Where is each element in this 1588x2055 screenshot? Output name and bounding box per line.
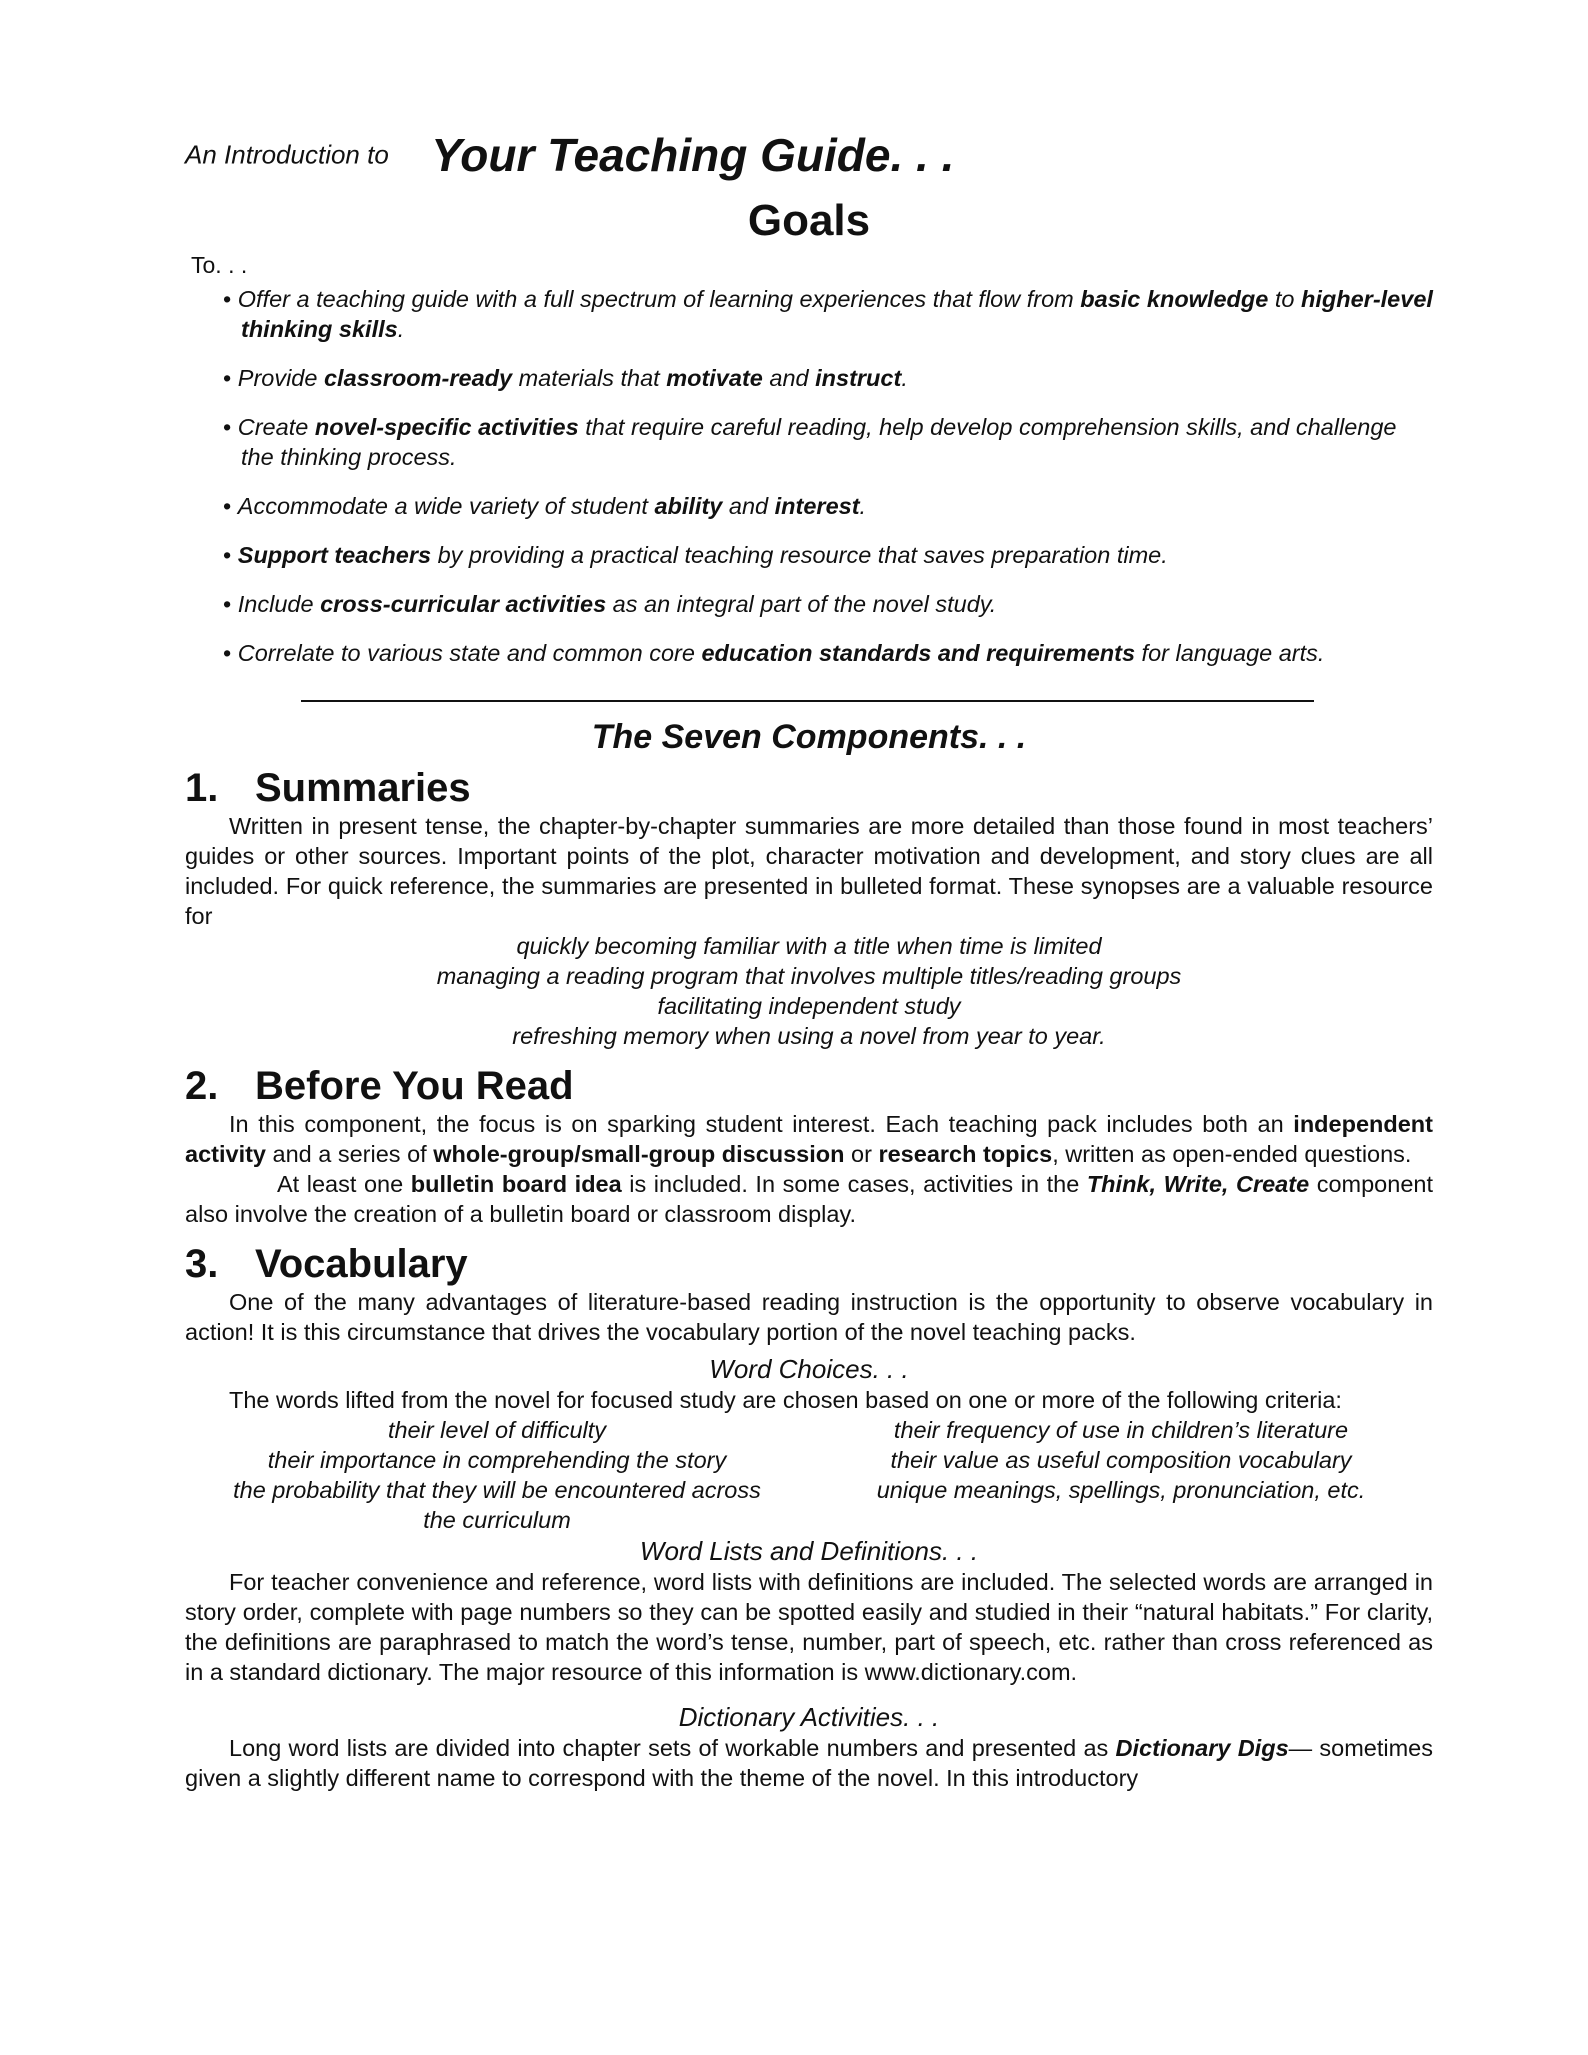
section-title: Summaries [255, 766, 471, 810]
section-title: Vocabulary [255, 1242, 468, 1286]
criterion: their value as useful composition vocabulary [890, 1447, 1352, 1473]
text-run: is included. In some cases, activities in the [621, 1171, 1087, 1197]
emphasis-text: instruct [815, 365, 902, 391]
word-choices-paragraph: The words lifted from the novel for focused study are chosen based on one or more of the following criteria: [229, 1387, 1342, 1413]
emphasis-text: motivate [666, 365, 763, 391]
text-run: Correlate to various state and common core [237, 640, 702, 666]
bullet-icon: • [223, 640, 238, 666]
criterion: their importance in comprehending the story [267, 1447, 727, 1473]
text-run: and [722, 493, 775, 519]
text-run: , written as open-ended questions. [1052, 1141, 1412, 1167]
word-lists-paragraph: For teacher convenience and reference, word lists with definitions are included. The selected words are arranged in story order, complete with page numbers so they can be spotted easily and studied in their “natural habitats.” For clarity, the definitions are paraphrased to match the word’s tense, number, part of speech, etc. rather than cross referenced as in a standard dictionary. The major resource of this information is www.dictionary.com. [185, 1569, 1433, 1685]
divider [301, 700, 1314, 702]
emphasis-text: Think, Write, Create [1086, 1171, 1310, 1197]
emphasis-text: Dictionary Digs [1115, 1735, 1289, 1761]
text-run: Include [237, 591, 321, 617]
text-run: Provide [237, 365, 324, 391]
bullet-icon: • [223, 591, 238, 617]
criterion: their level of difficulty [387, 1417, 607, 1443]
emphasis-text: classroom-ready [323, 365, 513, 391]
bullet-icon: • [223, 286, 238, 312]
text-run: . [397, 316, 405, 342]
section-heading-summaries [185, 765, 1433, 811]
criteria-columns [185, 1415, 1433, 1535]
vocab-intro: One of the many advantages of literature-based reading instruction is the opportunity to observe vocabulary in action! It is this circumstance that drives the vocabulary portion of the novel teaching packs. [185, 1289, 1433, 1345]
title-row [185, 128, 954, 182]
text-run: component also involve the creation of a bulletin board or classroom display. [185, 1171, 1433, 1227]
criterion: unique meanings, spellings, pronunciation, etc. [876, 1477, 1366, 1503]
word-lists-heading: Word Lists and Definitions. . . [639, 1536, 979, 1566]
text-run: that require careful reading, help develop comprehension skills, and challenge the thinking process. [241, 414, 1397, 470]
summary-use: refreshing memory when using a novel from year to year. [512, 1023, 1106, 1049]
emphasis-text: education standards and requirements [701, 640, 1136, 666]
goal-item [223, 284, 1433, 344]
text-run: or [844, 1141, 879, 1167]
dictionary-activities-paragraph [185, 1733, 1433, 1793]
bullet-icon: • [223, 542, 238, 568]
section-number: 1. [185, 766, 219, 810]
text-run: At least one [277, 1171, 411, 1197]
text-run: materials that [512, 365, 667, 391]
summary-use: quickly becoming familiar with a title when time is limited [516, 933, 1102, 959]
emphasis-text: interest [774, 493, 860, 519]
dictionary-activities-heading: Dictionary Activities. . . [678, 1702, 940, 1732]
section-heading-before-you-read [185, 1063, 1433, 1109]
goal-item [223, 589, 1433, 619]
emphasis-text: research topics [878, 1141, 1053, 1167]
summary-use: facilitating independent study [657, 993, 961, 1019]
text-run: and [762, 365, 816, 391]
guide-title: Your Teaching Guide. . . [431, 129, 955, 181]
emphasis-text: cross-curricular activities [320, 591, 607, 617]
criteria-right [809, 1415, 1433, 1535]
goal-item [223, 491, 1433, 521]
emphasis-text: basic knowledge [1080, 286, 1269, 312]
emphasis-text: independent activity [185, 1111, 1433, 1167]
before-paragraph-2 [185, 1169, 1433, 1229]
criterion: the probability that they will be encountered across the curriculum [233, 1477, 761, 1533]
text-run: Offer a teaching guide with a full spectrum of learning experiences that flow from [237, 286, 1081, 312]
section-number: 2. [185, 1064, 219, 1108]
summary-use: managing a reading program that involves multiple titles/reading groups [436, 963, 1182, 989]
text-run: and a series of [266, 1141, 434, 1167]
goals-heading: Goals [747, 196, 871, 245]
goal-item [223, 363, 1433, 393]
intro-label: An Introduction to [185, 139, 389, 170]
goal-item [223, 412, 1433, 472]
emphasis-text: ability [654, 493, 723, 519]
section-title: Before You Read [255, 1064, 574, 1108]
text-run: Accommodate a wide variety of student [237, 493, 655, 519]
text-run: . [901, 365, 908, 391]
text-run: to [1268, 286, 1302, 312]
text-run: Create [237, 414, 315, 440]
text-run: by providing a practical teaching resource that saves preparation time. [431, 542, 1168, 568]
goals-list [223, 284, 1433, 687]
criterion: their frequency of use in children’s literature [893, 1417, 1349, 1443]
emphasis-text: bulletin board idea [410, 1171, 622, 1197]
text-run: for language arts. [1135, 640, 1325, 666]
goals-lead: To. . . [191, 252, 248, 278]
emphasis-text: novel-specific activities [314, 414, 579, 440]
text-run: Long word lists are divided into chapter sets of workable numbers and presented as [229, 1735, 1116, 1761]
word-choices-heading: Word Choices. . . [709, 1354, 909, 1384]
summaries-paragraph: Written in present tense, the chapter-by-chapter summaries are more detailed than those found in most teachers’ guides or other sources. Important points of the plot, character motivation and development, and story clues are all included. For quick reference, the summaries are presented in bulleted format. These synopses are a valuable resource for [185, 813, 1433, 929]
emphasis-text: Support teachers [237, 542, 432, 568]
bullet-icon: • [223, 493, 238, 519]
components-section [185, 718, 1433, 1793]
emphasis-text: higher-level thinking skills [241, 286, 1433, 342]
goal-item [223, 638, 1433, 668]
text-run: — sometimes given a slightly different name to correspond with the theme of the novel. In this introductory [185, 1735, 1433, 1791]
text-run: as an integral part of the novel study. [606, 591, 997, 617]
components-heading: The Seven Components. . . [591, 718, 1027, 756]
criteria-left [185, 1415, 809, 1535]
text-run: . [859, 493, 867, 519]
bullet-icon: • [223, 414, 238, 440]
before-paragraph-1 [185, 1109, 1433, 1169]
bullet-icon: • [223, 365, 238, 391]
section-number: 3. [185, 1242, 219, 1286]
emphasis-text: whole-group/small-group discussion [433, 1141, 845, 1167]
section-heading-vocabulary [185, 1241, 1433, 1287]
text-run: In this component, the focus is on sparking student interest. Each teaching pack includes both an [229, 1111, 1294, 1137]
goal-item [223, 540, 1433, 570]
